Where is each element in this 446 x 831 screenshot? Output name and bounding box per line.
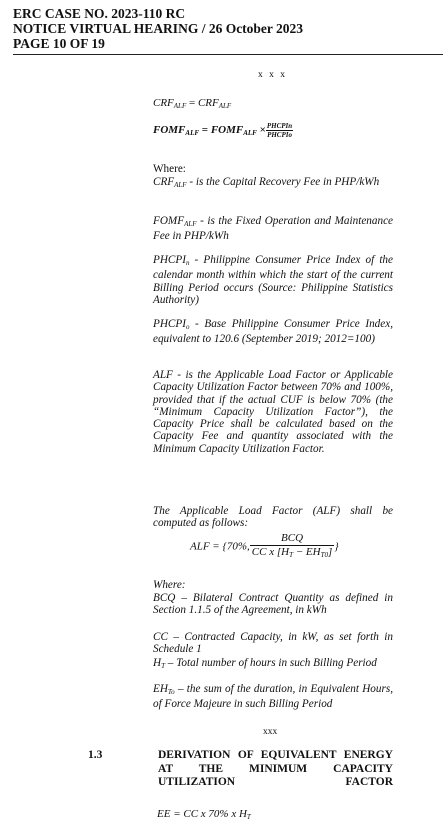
formula-crf: $CRF_{ALF} = CRF_{ALF}$ [153, 97, 232, 110]
def-ht: $H_T$ – Total number of hours in such Billing Period [153, 657, 377, 670]
separator-top: x x x [258, 70, 287, 80]
def-phcpin: $PHCPI_n$ - Philippine Consumer Price Index of the calendar month within which the start of the current Billing Period occurs (Source: Philippine Statistics Authority) [153, 254, 393, 306]
formula-ee: EE = CC x 70% x $H_T$ [157, 808, 251, 821]
case-number: ERC CASE NO. 2023-110 RC [13, 6, 186, 21]
def-crf: $CRF_{ALF}$ - is the Capital Recovery Fee in PHP/kWh [153, 176, 380, 189]
def-eht0: $EH_{To}$ – the sum of the duration, in Equivalent Hours, of Force Majeure in such Billing Period [153, 683, 393, 711]
page-header [13, 6, 443, 51]
def-cc: CC – Contracted Capacity, in kW, as set forth in Schedule 1 [153, 631, 393, 656]
page-number: PAGE 10 OF 19 [13, 36, 105, 51]
def-phcpio: $PHCPI_o$ - Base Philippine Consumer Price Index, equivalent to 120.6 (September 2019; 2012=100) [153, 318, 393, 346]
def-bcq: BCQ – Bilateral Contract Quantity as defined in Section 1.1.5 of the Agreement, in kWh [153, 592, 393, 617]
header-divider [13, 54, 443, 55]
separator-mid: xxx [263, 727, 278, 737]
formula-alf: ALF = {70%, $\frac{\text{BCQ}}{CC x [H_T - EH_{T0}]}$ } [190, 532, 339, 562]
formula-fomf: $FOMF_{ALF}$ = $FOMF_{ALF}$ × $\frac{\text{PHCPIn}}{\text{PHCPIo}}$ [153, 122, 293, 139]
alf-fraction: $\frac{\text{BCQ}}{CC x [H_T - EH_{T0}]}$ [251, 532, 333, 559]
where-label-2: Where: [153, 579, 186, 591]
hearing-title: NOTICE VIRTUAL HEARING / 26 October 2023 [13, 21, 304, 36]
alf-intro: The Applicable Load Factor (ALF) shall be computed as follows: [153, 505, 393, 530]
section-heading: DERIVATION OF EQUIVALENT ENERGY AT THE MINIMUM CAPACITY UTILIZATION FACTOR [158, 749, 393, 788]
def-alf: ALF - is the Applicable Load Factor or Applicable Capacity Utilization Factor between 70% and 100%, provided that if the actual CUF is below 70% (the “Minimum Capacity Utilization Factor”), the Capacity Price shall be calculated based on the Capacity Fee and quantity associated with the Minimum Capacity Utilization Factor. [153, 369, 393, 455]
price-index-fraction: $\frac{\text{PHCPIn}}{\text{PHCPIo}}$ [266, 122, 293, 139]
section-number: 1.3 [88, 749, 103, 761]
where-label-1: Where: [153, 163, 186, 175]
def-fomf: $FOMF_{ALF}$ - is the Fixed Operation and Maintenance Fee in PHP/kWh [153, 215, 393, 243]
